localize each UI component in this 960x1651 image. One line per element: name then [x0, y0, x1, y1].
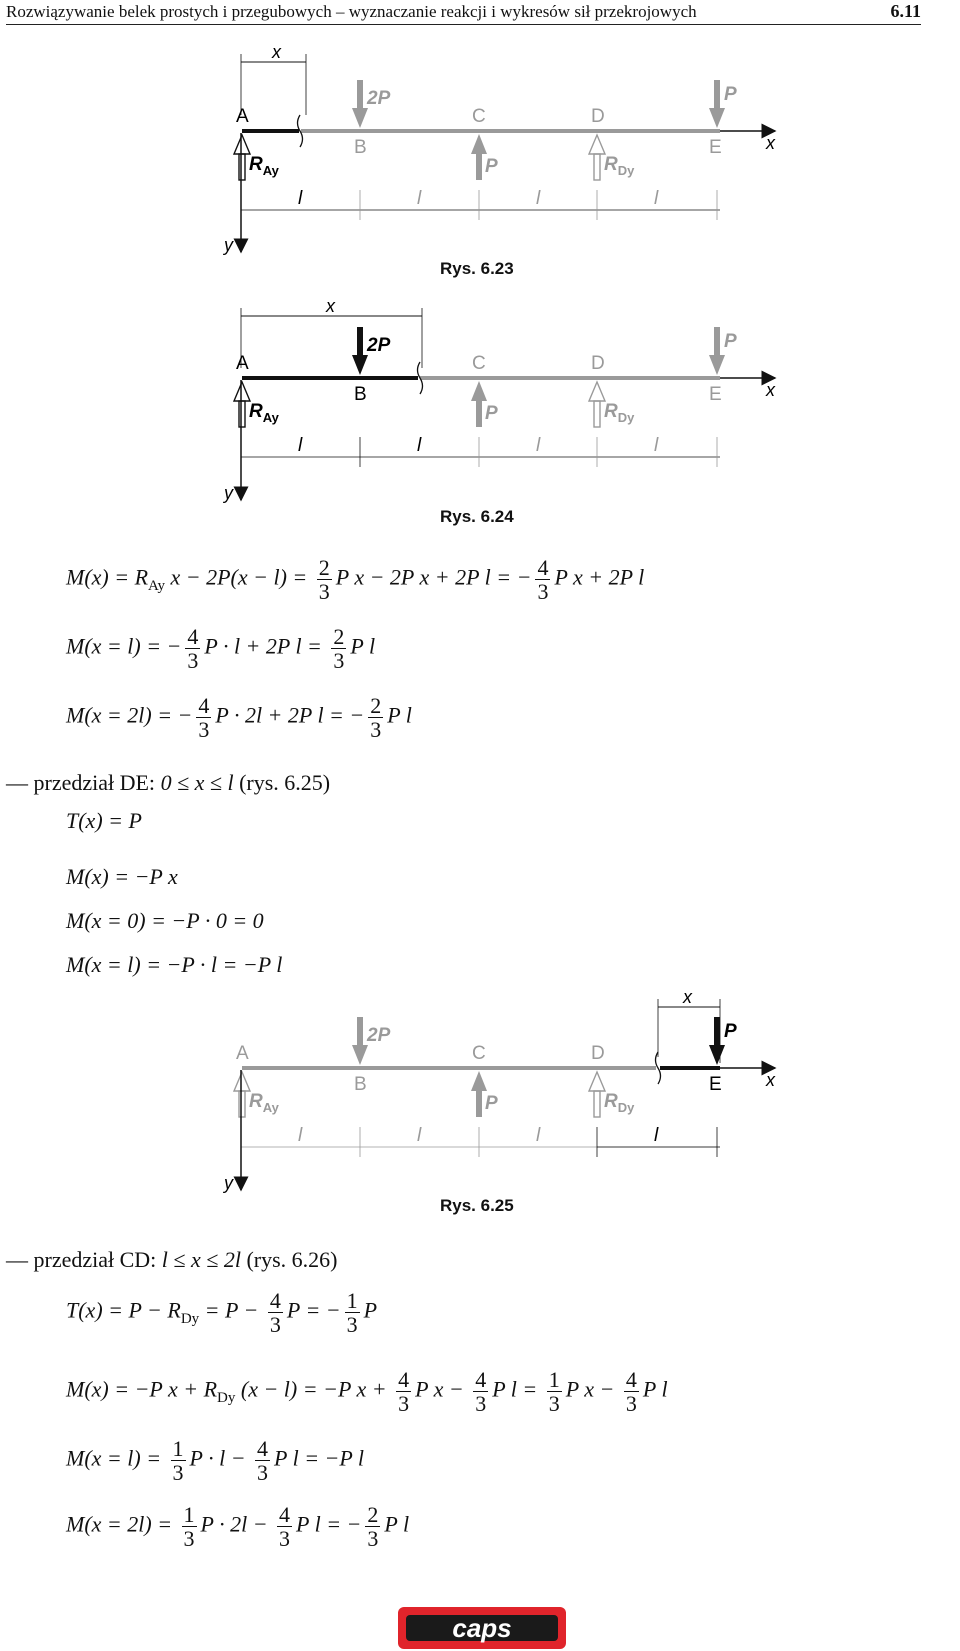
equation-moment-cd-2l: M(x = 2l) = $\frac{1}{3}$ P · 2l − $\frac{4}{3}$ P l = − $\frac{2}{3}$ P l — [66, 1502, 410, 1552]
force-2P-label: 2P — [367, 335, 391, 356]
figure-caption: Rys. 6.24 — [440, 507, 514, 526]
x-axis-label: x — [766, 1070, 775, 1090]
equation-shear-cd: $T(x) = P - R_{Dy} = P$ − $\frac{4}{3}$ P = − $\frac{1}{3}$ P — [66, 1288, 378, 1338]
force-P-C-label: P — [485, 403, 498, 424]
force-2P-arrow — [352, 327, 368, 375]
force-P-E-arrow — [709, 327, 725, 375]
reaction-RD-label: $R_{Dy}$ — [604, 401, 635, 425]
force-P-C-label: P — [485, 1093, 498, 1114]
equation-moment-de: M(x) = −P x — [66, 864, 178, 889]
fraction: $\frac{2}{3}$ — [367, 1502, 379, 1552]
x-dimension-label: x — [326, 296, 335, 316]
x-dimension — [241, 42, 306, 115]
span-4-label: l — [654, 435, 659, 456]
running-title: Rozwiązywanie belek prostych i przegubowych – wyznaczanie reakcji i wykresów sił przekrojowych — [6, 2, 697, 21]
point-B-label: B — [354, 1074, 367, 1095]
page-number: 6.11 — [890, 1, 921, 21]
force-2P-label: 2P — [367, 1025, 391, 1046]
fraction: $\frac{1}{3}$ — [548, 1367, 560, 1417]
point-C-label: C — [472, 353, 486, 374]
reaction-RD-label: $R_{Dy}$ — [604, 154, 635, 178]
reaction-RD-arrow — [589, 135, 605, 180]
fraction: $\frac{4}{3}$ — [537, 555, 549, 605]
span-2-label: l — [417, 188, 422, 209]
span-3-label: l — [536, 1125, 541, 1146]
span-dimension — [241, 437, 720, 470]
fraction: $\frac{4}{3}$ — [625, 1367, 637, 1417]
fraction: $\frac{1}{3}$ — [346, 1288, 358, 1338]
point-A-label: A — [236, 106, 249, 127]
equation-moment-de-l: M(x = l) = −P · l = −P l — [66, 952, 283, 977]
fraction: $\frac{4}{3}$ — [279, 1502, 291, 1552]
fraction: $\frac{2}{3}$ — [333, 624, 345, 674]
y-axis-label: y — [224, 1173, 233, 1193]
reaction-RA-arrow — [234, 135, 250, 180]
span-1-label: l — [298, 1125, 303, 1146]
force-2P-arrow — [352, 1017, 368, 1065]
fraction: $\frac{2}{3}$ — [370, 693, 382, 743]
x-dimension — [241, 296, 422, 368]
point-D-label: D — [591, 353, 605, 374]
point-B-label: B — [354, 384, 367, 405]
point-C-label: C — [472, 106, 486, 127]
fraction: $\frac{4}{3}$ — [198, 693, 210, 743]
figure-6-23 — [0, 40, 960, 280]
x-axis-label: x — [766, 380, 775, 400]
equation-moment-at-l: M(x = l) = − $\frac{4}{3}$ P · l + 2P l = $\frac{2}{3}$ P l — [66, 624, 376, 674]
fraction: $\frac{4}{3}$ — [475, 1367, 487, 1417]
caps-logo — [398, 1607, 566, 1649]
span-1-label: l — [298, 435, 303, 456]
fraction: $\frac{1}{3}$ — [172, 1436, 184, 1486]
fraction: $\frac{1}{3}$ — [183, 1502, 195, 1552]
force-2P-label: 2P — [367, 88, 391, 109]
figure-caption: Rys. 6.23 — [440, 259, 514, 278]
force-P-E-label: P — [724, 1021, 737, 1042]
figure-6-24 — [0, 290, 960, 530]
y-axis-label: y — [224, 235, 233, 255]
x-dimension — [658, 987, 720, 1063]
point-E-label: E — [709, 1074, 722, 1095]
span-2-label: l — [417, 435, 422, 456]
reaction-RD-label: $R_{Dy}$ — [604, 1091, 635, 1115]
reaction-RA-arrow — [234, 1072, 250, 1117]
reaction-RA-arrow — [234, 382, 250, 427]
fraction: $\frac{2}{3}$ — [318, 555, 330, 605]
point-C-label: C — [472, 1043, 486, 1064]
reaction-RA-label: $R_{Ay}$ — [249, 401, 279, 425]
equation-moment-at-2l: M(x = 2l) = − $\frac{4}{3}$ P · 2l + 2P l = − $\frac{2}{3}$ P l — [66, 693, 412, 743]
x-dimension-label: x — [272, 42, 281, 62]
span-4-label: l — [654, 188, 659, 209]
point-A-label: A — [236, 353, 249, 374]
x-axis-label: x — [766, 133, 775, 153]
span-4-label: l — [654, 1125, 659, 1146]
reaction-RD-arrow — [589, 382, 605, 427]
span-dimension — [241, 190, 720, 222]
equation-moment-cd-l: M(x = l) = $\frac{1}{3}$ P · l − $\frac{4}{3}$ P l = −P l — [66, 1436, 365, 1486]
running-header — [6, 0, 921, 25]
section-de-heading: — przedział DE: 0 ≤ x ≤ l (rys. 6.25) — [6, 770, 331, 795]
svg-text:caps: caps — [452, 1613, 512, 1643]
force-2P-arrow — [352, 80, 368, 128]
fraction: $\frac{4}{3}$ — [257, 1436, 269, 1486]
span-3-label: l — [536, 188, 541, 209]
point-A-label: A — [236, 1043, 249, 1064]
section-cd-heading: — przedział CD: l ≤ x ≤ 2l (rys. 6.26) — [6, 1247, 338, 1272]
reaction-RA-label: $R_{Ay}$ — [249, 154, 279, 178]
equation-moment-de-0: M(x = 0) = −P · 0 = 0 — [66, 908, 264, 933]
fraction: $\frac{4}{3}$ — [398, 1367, 410, 1417]
figure-caption: Rys. 6.25 — [440, 1196, 514, 1215]
equation-moment-cd: M(x) = −P $x + R_{Dy}$ (x − l) = −P x + $\frac{4}{3}$ P x − $\frac{4}{3}$ P l = $\frac{1}{3}$ P x − $\frac{4}{3}$ P l — [66, 1367, 668, 1417]
span-2-label: l — [417, 1125, 422, 1146]
reaction-RA-label: $R_{Ay}$ — [249, 1091, 279, 1115]
force-P-E-label: P — [724, 84, 737, 105]
force-P-E-arrow — [709, 80, 725, 128]
point-E-label: E — [709, 137, 722, 158]
equation-moment-bc: $M(x) = R_{Ay}$ x − 2P(x − l) = $\frac{2}{3}$ P x − 2P x + 2P l = − $\frac{4}{3}$ P x + 2P l — [66, 555, 645, 605]
point-E-label: E — [709, 384, 722, 405]
reaction-RD-arrow — [589, 1072, 605, 1117]
span-1-label: l — [298, 188, 303, 209]
force-P-E-arrow — [709, 1017, 725, 1065]
point-D-label: D — [591, 106, 605, 127]
force-P-E-label: P — [724, 331, 737, 352]
equation-shear-de: T(x) = P — [66, 808, 142, 833]
point-D-label: D — [591, 1043, 605, 1064]
x-dimension-label: x — [683, 987, 692, 1007]
force-P-C-label: P — [485, 156, 498, 177]
fraction: $\frac{4}{3}$ — [269, 1288, 281, 1338]
point-B-label: B — [354, 137, 367, 158]
figure-6-25 — [0, 985, 960, 1215]
span-dimension — [241, 1127, 720, 1157]
span-3-label: l — [536, 435, 541, 456]
fraction: $\frac{4}{3}$ — [187, 624, 199, 674]
y-axis-label: y — [224, 483, 233, 503]
